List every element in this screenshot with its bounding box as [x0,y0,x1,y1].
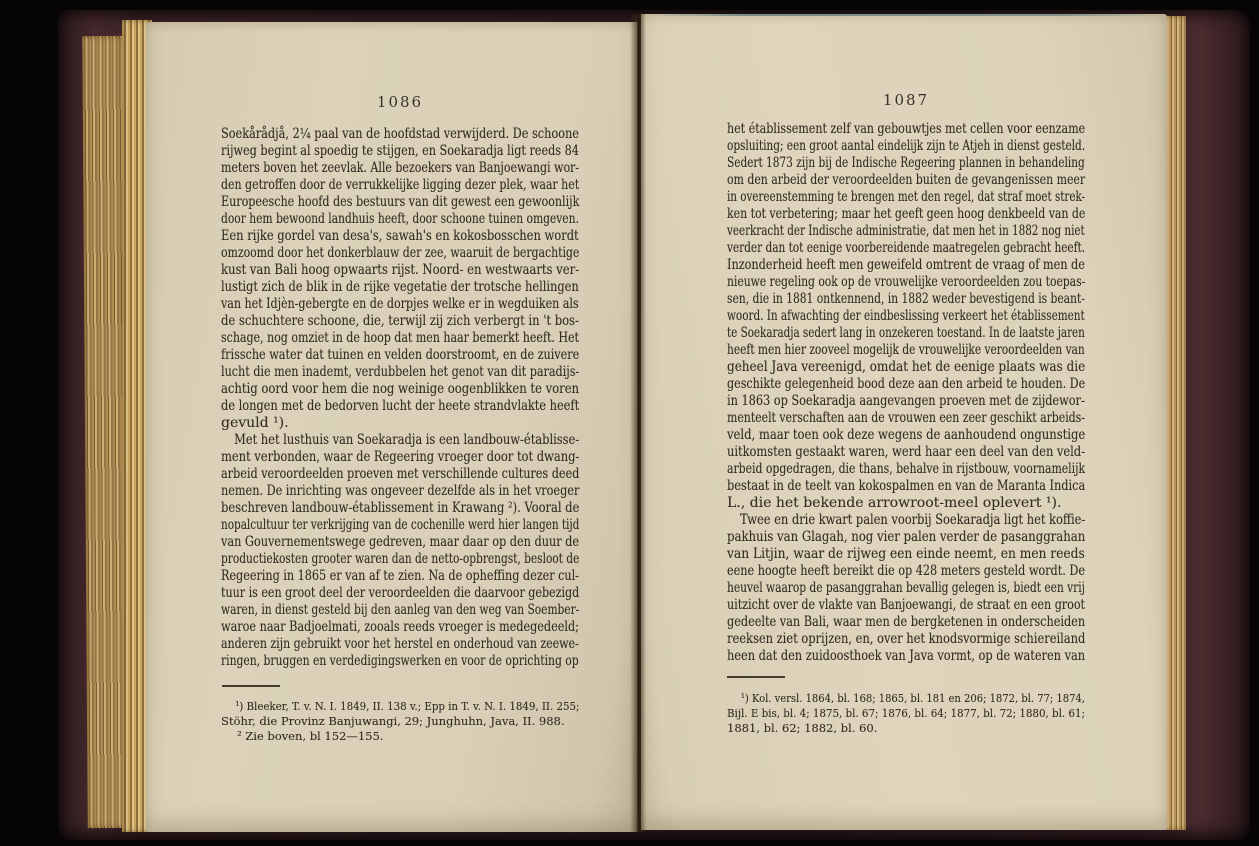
text-line: uitkomsten gestaakt waren, werd haar een deel van den veld- [727,444,1085,460]
text-line: frissche water dat tuinen en velden doorstroomt, en de zuivere [221,347,580,363]
text-line: reeksen ziet oprijzen, en, over het knodsvormige schiereiland [727,631,1086,647]
text-line: heuvel waarop de pasanggrahan bevallig gelegen is, biedt een vrij [727,580,1085,596]
text-line: veerkracht der Indische administratie, dat men het in 1882 nog niet [727,223,1085,239]
text-line: opsluiting; een groot aantal eindelijk zijn te Atjeh in dienst gesteld. [727,138,1086,154]
text-line: arbeid veroordeelden proeven met verschillende cultures deed [221,466,580,482]
text-line: den getroffen door de verrukkelijke ligging dezer plek, waar het [221,177,580,193]
text-line: verder dan tot eenige voorbereidende maatregelen gebracht heeft. [727,240,1086,256]
text-line: ment verbonden, waar de Regeering vroeger door tot dwang- [221,449,580,465]
text-line: achtig oord voor hem die nog weinige oogenblikken te voren [221,381,580,397]
text-line: sen, die in 1881 ontkennend, in 1882 weder bevestigend is beant- [727,291,1085,307]
text-line: productiekosten grooter waren dan de netto-opbrengst, besloot de [221,551,580,567]
text-line: rijweg begint al spoedig te stijgen, en Soekaradja ligt reeds 84 [221,143,579,159]
text-line: anderen zijn gebruikt voor het herstel en onderhoud van zeewe- [221,636,579,652]
text-line: om den arbeid der veroordeelden buiten de gevangenissen meer [727,172,1086,188]
text-line: nopalcultuur ter verkrijging van de cochenille werd hier langen tijd [221,517,580,533]
text-line: geheel Java vereenigd, omdat het de eenige plaats was die [727,359,1086,375]
text-line: omzoomd door het donkerblauw der zee, waaruit de bergachtige [221,245,580,261]
text-line: menteelt verschaften aan de vrouwen een zeer geschikt arbeids- [727,410,1085,426]
text-line: van het Idjèn-gebergte en de dorpjes welke er in wegduiken als [221,296,579,312]
text-line: ringen, bruggen en verdedigingswerken en voor de oprichting op [221,653,579,669]
text-line: schage, nog omziet in de hoop dat men haar bemerkt heeft. Het [221,330,579,346]
text-line: Bijl. E bis, bl. 4; 1875, bl. 67; 1876, bl. 64; 1877, bl. 72; 1880, bl. 61; [727,706,1085,720]
left-page-footnotes [221,699,579,744]
left-page-text [221,126,579,670]
text-line: Een rijke gordel van desa's, sawah's en kokosbosschen wordt [221,228,579,244]
footnote-rule-right [727,676,785,678]
text-line: de schuchtere schoone, die, terwijl zij zich verbergt in 't bos- [221,313,579,329]
text-line: bestaat in de teelt van kokospalmen en van de Maranta Indica [727,478,1086,494]
text-line: L., die het bekende arrowroot-meel oplevert ¹). [727,495,1062,511]
text-line: ² Zie boven, bl 152—155. [237,729,384,743]
text-line: pakhuis van Glagah, nog vier palen verder de pasanggrahan [727,529,1086,545]
text-line: uitzicht over de vlakte van Banjoewangi, de straat en een groot [727,597,1085,613]
page-gutter-shadow [630,14,646,832]
text-line: heeft men hier zooveel mogelijk de vrouwelijke veroordeelden van [727,342,1085,358]
text-line: heen dat den zuidoosthoek van Java vormt, op de wateren van [727,648,1086,664]
text-line: waren, in dienst gesteld bij den aanleg van den weg van Soember- [221,602,580,618]
text-line: nieuwe regeling ook op de vrouwelijke veroordeelden zou toepas- [727,274,1086,290]
right-page-footnotes [727,691,1085,736]
text-line: meters boven het zeevlak. Alle bezoekers van Banjoewangi wor- [221,160,580,176]
right-page-number: 1087 [882,91,930,109]
footnote-rule-left [222,685,280,687]
text-line: gedeelte van Bali, waar men de bergketenen in onderscheiden [727,614,1086,630]
text-line: geschikte gelegenheid bood deze aan den arbeid te houden. De [727,376,1086,392]
text-line: van Litjin, waar de rijweg een einde neemt, en men reeds [727,546,1085,562]
text-line: Met het lusthuis van Soekaradja is een landbouw-établisse- [234,432,580,448]
text-line: Soekårådjå, 2¼ paal van de hoofdstad verwijderd. De schoone [221,126,579,142]
text-line: ¹) Kol. versl. 1864, bl. 168; 1865, bl. 181 en 206; 1872, bl. 77; 1874, [740,691,1085,705]
text-line: woord. In afwachting der eindbeslissing verkeert het établissement [727,308,1085,324]
text-line: veld, maar toen ook deze wegens de aanhoudend ongunstige [727,427,1086,443]
left-page-number: 1086 [376,93,424,111]
text-line: nemen. De inrichting was ongeveer dezelfde als in het vroeger [221,483,580,499]
text-line: Stöhr, die Provinz Banjuwangi, 29; Junghuhn, Java, II. 988. [221,714,565,728]
right-page-text [727,121,1085,665]
page-edge-stack-left-outer [82,36,128,828]
text-line: ¹) Bleeker, T. v. N. I. 1849, II. 138 v.; Epp in T. v. N. I. 1849, II. 255; [235,699,580,713]
text-line: Twee en drie kwart palen voorbij Soekaradja ligt het koffie- [740,512,1086,528]
text-line: Inzonderheid heeft men geweifeld omtrent de vraag of men de [727,257,1085,273]
text-line: van Gouvernementswege gedreven, maar daar op den duur de [221,534,580,550]
text-line: kust van Bali hoog opwaarts rijst. Noord- en westwaarts ver- [221,262,580,278]
text-line: de longen met de bedorven lucht der heete strandvlakte heeft [221,398,580,414]
text-line: ken tot verbetering; maar het geeft geen hoog denkbeeld van de [727,206,1086,222]
text-line: Europeesche hoofd des bestuurs van dit gewest een gewoonlijk [221,194,580,210]
text-line: tuur is een groot deel der veroordeelden die daarvoor gebezigd [221,585,580,601]
text-line: 1881, bl. 62; 1882, bl. 60. [727,721,878,735]
text-line: gevuld ¹). [221,415,289,431]
text-line: Regeering in 1865 er van af te zien. Na de opheffing dezer cul- [221,568,579,584]
text-line: door hem bewoond landhuis heeft, door schoone tuinen omgeven. [221,211,579,227]
text-line: waroe naar Badjoelmati, zooals reeds vroeger is medegedeeld; [221,619,579,635]
text-line: arbeid opgedragen, die thans, behalve in rijstbouw, voornamelijk [727,461,1086,477]
text-line: lustigt zich de blik in de rijke vegetatie der trotsche hellingen [221,279,579,295]
page-edge-stack-right [1164,16,1186,830]
text-line: te Soekaradja sedert lang in onzekeren toestand. In de laatste jaren [727,325,1085,341]
text-line: lucht die men inademt, verdubbelen het genot van dit paradijs- [221,364,580,380]
text-line: eene hoogte heeft bereikt die op 428 meters gesteld wordt. De [727,563,1085,579]
text-line: het établissement zelf van gebouwtjes met cellen voor eenzame [727,121,1086,137]
text-line: in overeenstemming te brengen met den regel, dat straf moet strek- [727,189,1086,205]
text-line: Sedert 1873 zijn bij de Indische Regeering plannen in behandeling [727,155,1085,171]
text-line: beschreven landbouw-établissement in Krawang ²). Vooral de [221,500,580,516]
text-line: in 1863 op Soekaradja aangevangen proeven met de zijdewor- [727,393,1085,409]
